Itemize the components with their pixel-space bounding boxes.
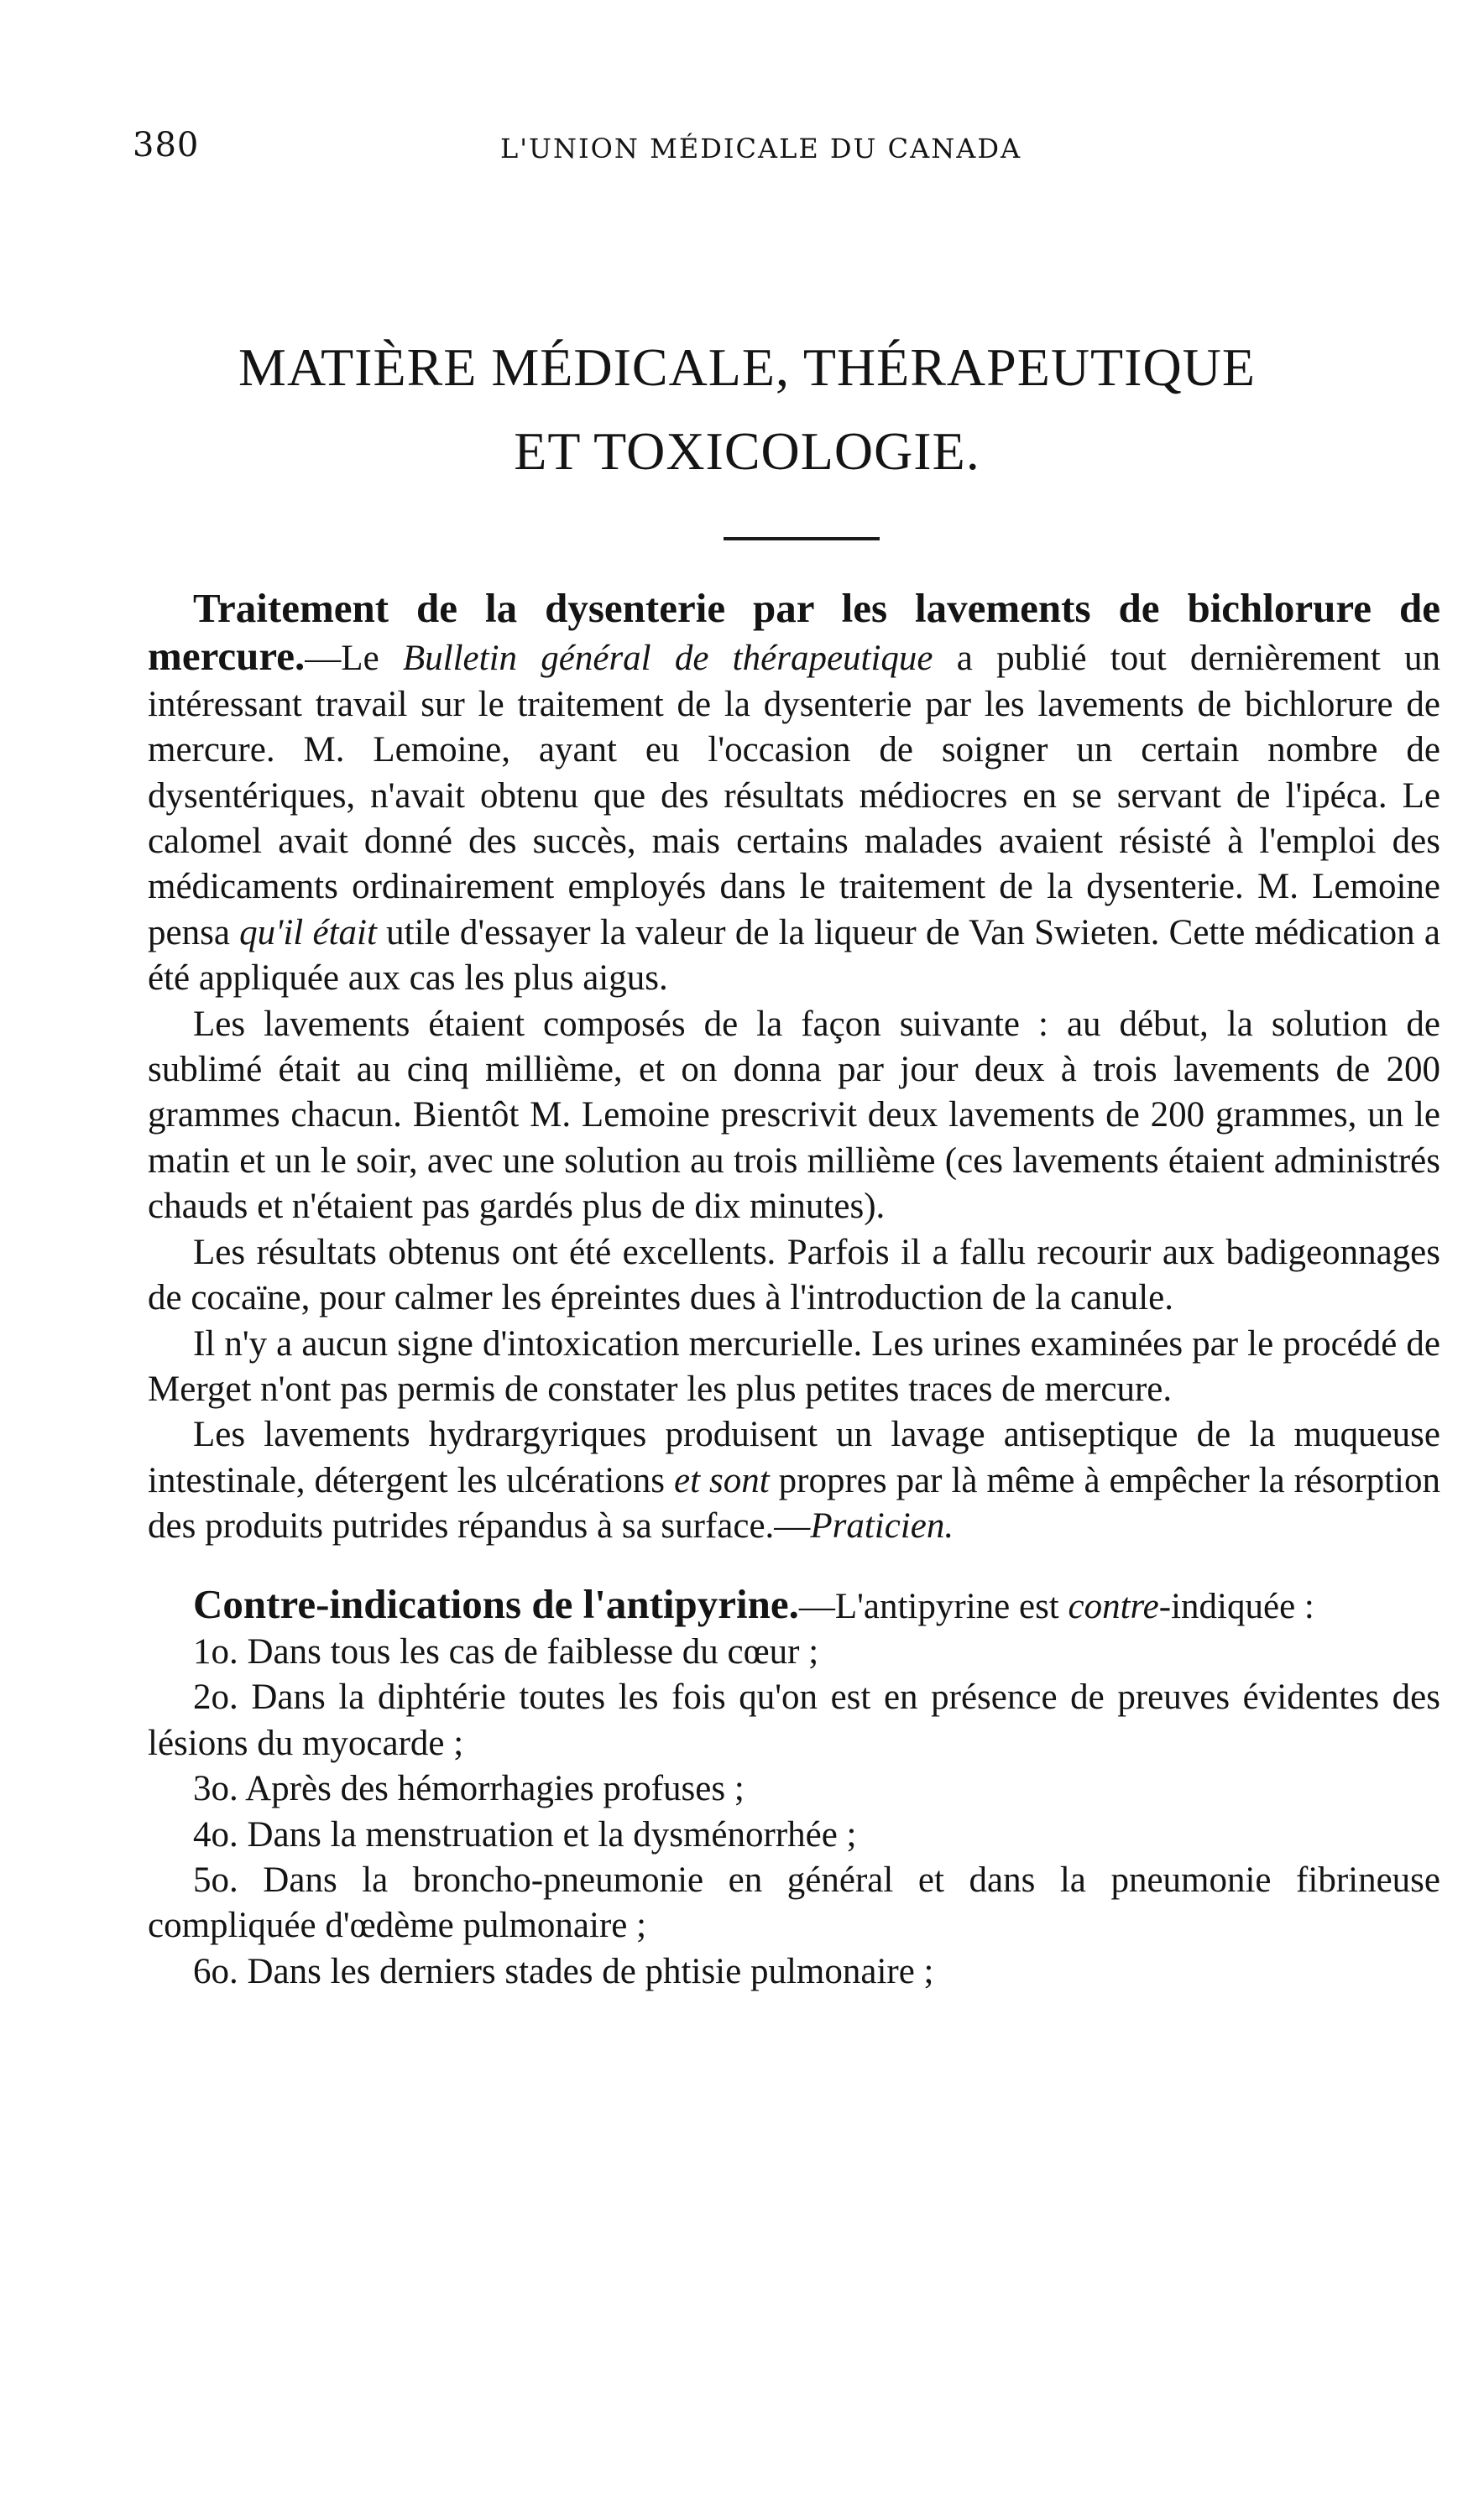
running-header — [133, 126, 1089, 176]
journal-reference: Bulletin général de thérapeutique — [402, 639, 933, 679]
article-1-intro-a: —Le — [305, 639, 403, 679]
list-item: 5o. Dans la broncho-pneumonie en général et dans la pneumonie fibrineuse compliquée d'œdème pulmonaire ; — [148, 1860, 1440, 1946]
article-2-intro: —L'antipyrine est — [798, 1586, 1069, 1626]
article-1-paragraph-4: Il n'y a aucun signe d'intoxication mercurielle. Les urines examinées par le procédé de Merget n'ont pas permis de constater les plus petites traces de mercure. — [148, 1323, 1440, 1409]
article-1-intro-b: a publié tout dernièrement un intéressant travail sur le traitement de la dysenterie par les lavements de bichlorure de mercure. M. Lemoine, ayant eu l'occasion de soigner un certain nombre de dysentériques, n'avait obtenu que des résultats médiocres en se servant de l'ipéca. Le calomel avait donné des succès, mais certains malades avaient résisté à l'emploi des médicaments ordinairement employés dans le traitement de la dysenterie. M. Lemoine pensa — [148, 639, 1440, 952]
article-2-heading: Contre-indications de l'antipyrine. — [193, 1580, 799, 1627]
article-1-intro-italic: qu'il était — [239, 912, 377, 952]
article-2-intro-italic: contre — [1068, 1586, 1159, 1626]
article-1-paragraph-2: Les lavements étaient composés de la façon suivante : au début, la solution de sublimé était au cinq millième, et on donna par jour deux à trois lavements de 200 grammes chacun. Bientôt M. Lemoine prescrivit deux lavements de 200 grammes, un le matin et un le soir, avec une solution au trois millième (ces lavements étaient administrés chauds et n'étaient pas gardés plus de dix minutes). — [148, 1004, 1440, 1227]
article-1-paragraph-5-b: propres par là même à empêcher la résorption des produits putrides répandus à sa surface.— — [148, 1460, 1440, 1547]
article-1-paragraph-3: Les résultats obtenus ont été excellents. Parfois il a fallu recourir aux badigeonnages de cocaïne, pour calmer les épreintes dues à l'introduction de la canule. — [148, 1232, 1440, 1318]
article-1-paragraph-1 — [148, 586, 1440, 1002]
title-divider — [724, 537, 880, 540]
list-item: 2o. Dans la diphtérie toutes les fois qu'on est en présence de preuves évidentes des lésions du myocarde ; — [148, 1677, 1440, 1763]
article-2-paragraph-1 — [148, 1582, 1440, 1630]
list-item: 1o. Dans tous les cas de faiblesse du cœur ; — [193, 1631, 819, 1672]
page-number: 380 — [133, 126, 200, 164]
list-item: 3o. Après des hémorrhagies profuses ; — [193, 1769, 745, 1809]
list-item: 4o. Dans la menstruation et la dysménorrhée ; — [193, 1814, 857, 1855]
section-title — [134, 326, 1360, 493]
article-1-paragraph-5 — [148, 1412, 1440, 1549]
article-2-intro-b: -indiquée : — [1158, 1586, 1314, 1626]
article-1-intro-c: utile d'essayer la valeur de la liqueur de Van Swieten. Cette médication a été appliquée aux cas les plus aigus. — [148, 912, 1441, 999]
list-item: 6o. Dans les derniers stades de phtisie pulmonaire ; — [193, 1951, 934, 1991]
article-1-paragraph-5-a: Les lavements hydrargyriques produisent un lavage antiseptique de la muqueuse intestinale, détergent les ulcérations — [148, 1415, 1440, 1500]
article-1-heading: Traitement de la dysenterie par les lavements de bichlorure de mercure. — [148, 585, 1440, 680]
section-title-line-2: ET TOXICOLOGIE. — [514, 421, 980, 481]
article-body — [148, 586, 1440, 1995]
section-title-line-1: MATIÈRE MÉDICALE, THÉRAPEUTIQUE — [238, 337, 1256, 397]
article-1-paragraph-5-italic: et sont — [673, 1460, 770, 1500]
journal-title: L'UNION MÉDICALE DU CANADA — [500, 133, 1022, 164]
article-1-source: Praticien. — [810, 1506, 954, 1547]
